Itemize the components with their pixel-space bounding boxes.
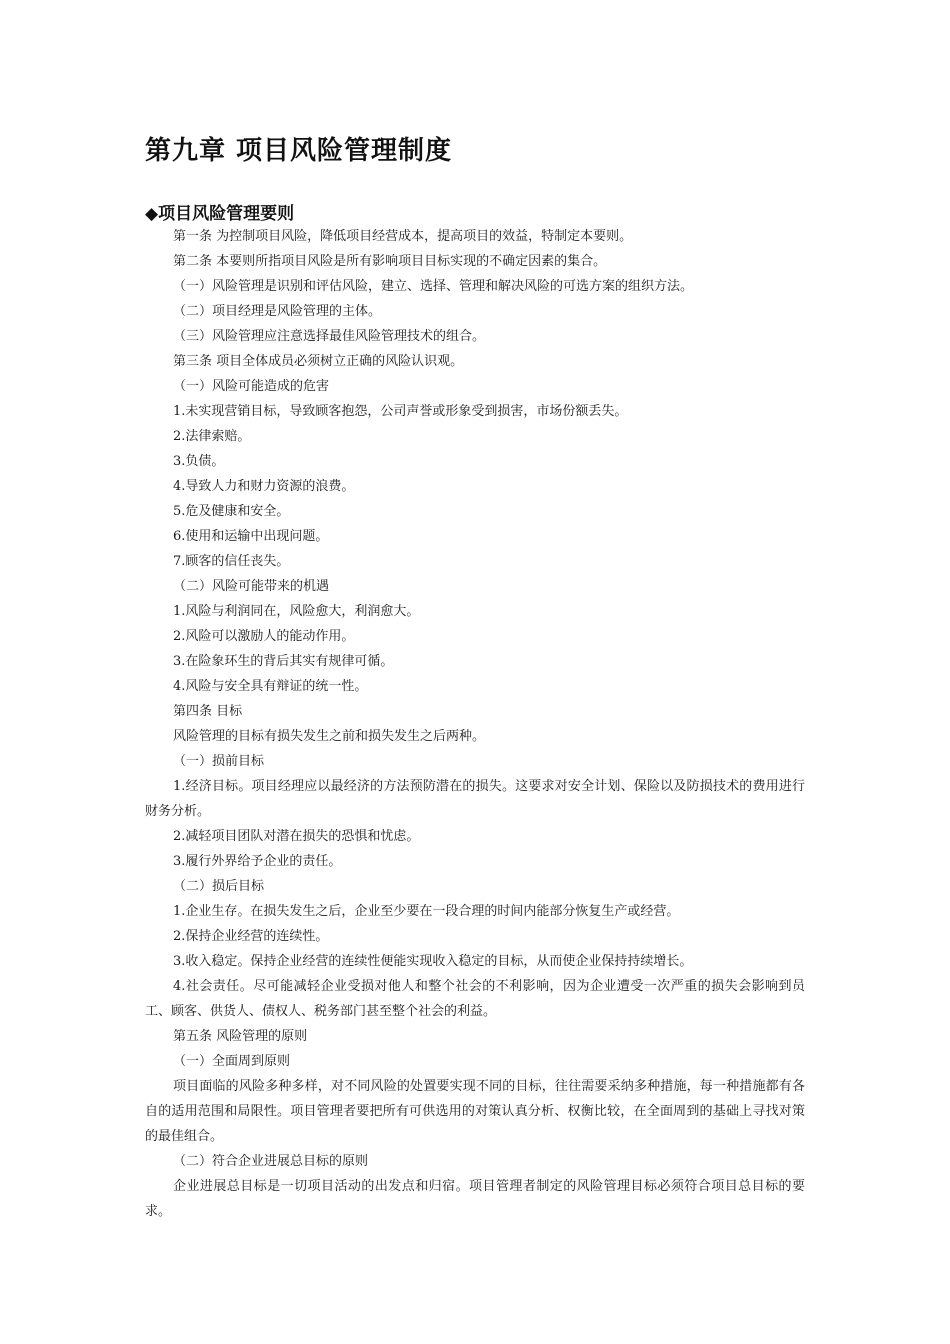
paragraph: （二）符合企业进展总目标的原则 xyxy=(173,1154,369,1169)
paragraph: （一）全面周到原则 xyxy=(173,1054,291,1069)
paragraph: 企业进展总目标是一切项目活动的出发点和归宿。项目管理者制定的风险管理目标必须符合项目总目标的要求。 xyxy=(145,1179,805,1219)
paragraph: 第四条 目标 xyxy=(173,704,243,719)
paragraph: 第一条 为控制项目风险，降低项目经营成本，提高项目的效益，特制定本要则。 xyxy=(173,229,633,244)
paragraph: 3.在险象环生的背后其实有规律可循。 xyxy=(173,654,394,669)
paragraph: 1.未实现营销目标，导致顾客抱怨，公司声誉或形象受到损害，市场份额丢失。 xyxy=(173,404,628,419)
paragraph: 1.经济目标。项目经理应以最经济的方法预防潜在的损失。这要求对安全计划、保险以及防损技术的费用进行财务分析。 xyxy=(145,779,805,819)
paragraph: 第三条 项目全体成员必须树立正确的风险认识观。 xyxy=(173,354,464,369)
paragraph: 2.保持企业经营的连续性。 xyxy=(173,929,329,944)
paragraph: 4.风险与安全具有辩证的统一性。 xyxy=(173,679,368,694)
paragraph: 1.企业生存。在损失发生之后，企业至少要在一段合理的时间内能部分恢复生产或经营。 xyxy=(173,904,680,919)
paragraph: 3.履行外界给予企业的责任。 xyxy=(173,854,342,869)
paragraph: 项目面临的风险多种多样，对不同风险的处置要实现不同的目标，往往需要采纳多种措施，每一种措施都有各自的适用范围和局限性。项目管理者要把所有可供选用的对策认真分析、权衡比较，在全面周到的基础上寻找对策的最佳组合。 xyxy=(145,1079,805,1144)
paragraph: 1.风险与利润同在，风险愈大，利润愈大。 xyxy=(173,604,420,619)
paragraph: 2.法律索赔。 xyxy=(173,429,251,444)
paragraph: （一）损前目标 xyxy=(173,754,265,769)
paragraph: 2.风险可以激励人的能动作用。 xyxy=(173,629,355,644)
paragraph: 2.减轻项目团队对潜在损失的恐惧和忧虑。 xyxy=(173,829,420,844)
paragraph: 第二条 本要则所指项目风险是所有影响项目目标实现的不确定因素的集合。 xyxy=(173,254,607,269)
paragraph: 4.社会责任。尽可能减轻企业受损对他人和整个社会的不利影响，因为企业遭受一次严重的损失会影响到员工、顾客、供货人、债权人、税务部门甚至整个社会的利益。 xyxy=(145,979,805,1019)
paragraph: （二）项目经理是风险管理的主体。 xyxy=(173,304,382,319)
paragraph: 风险管理的目标有损失发生之前和损失发生之后两种。 xyxy=(173,729,486,744)
paragraph: 6.使用和运输中出现问题。 xyxy=(173,529,329,544)
paragraph: （三）风险管理应注意选择最佳风险管理技术的组合。 xyxy=(173,329,486,344)
paragraph: （二）损后目标 xyxy=(173,879,265,894)
paragraph: 第五条 风险管理的原则 xyxy=(173,1029,308,1044)
paragraph: （二）风险可能带来的机遇 xyxy=(173,579,330,594)
chapter-title: 第九章 项目风险管理制度 xyxy=(145,136,453,166)
paragraph: （一）风险管理是识别和评估风险，建立、选择、管理和解决风险的可选方案的组织方法。 xyxy=(173,279,694,294)
paragraph: （一）风险可能造成的危害 xyxy=(173,379,330,394)
section-heading: ◆项目风险管理要则 xyxy=(145,204,295,224)
paragraph: 7.顾客的信任丧失。 xyxy=(173,554,290,569)
paragraph: 3.负债。 xyxy=(173,454,225,469)
paragraph: 4.导致人力和财力资源的浪费。 xyxy=(173,479,355,494)
paragraph: 5.危及健康和安全。 xyxy=(173,504,290,519)
paragraph: 3.收入稳定。保持企业经营的连续性便能实现收入稳定的目标，从而使企业保持持续增长。 xyxy=(173,954,693,969)
document-body xyxy=(145,224,805,1224)
